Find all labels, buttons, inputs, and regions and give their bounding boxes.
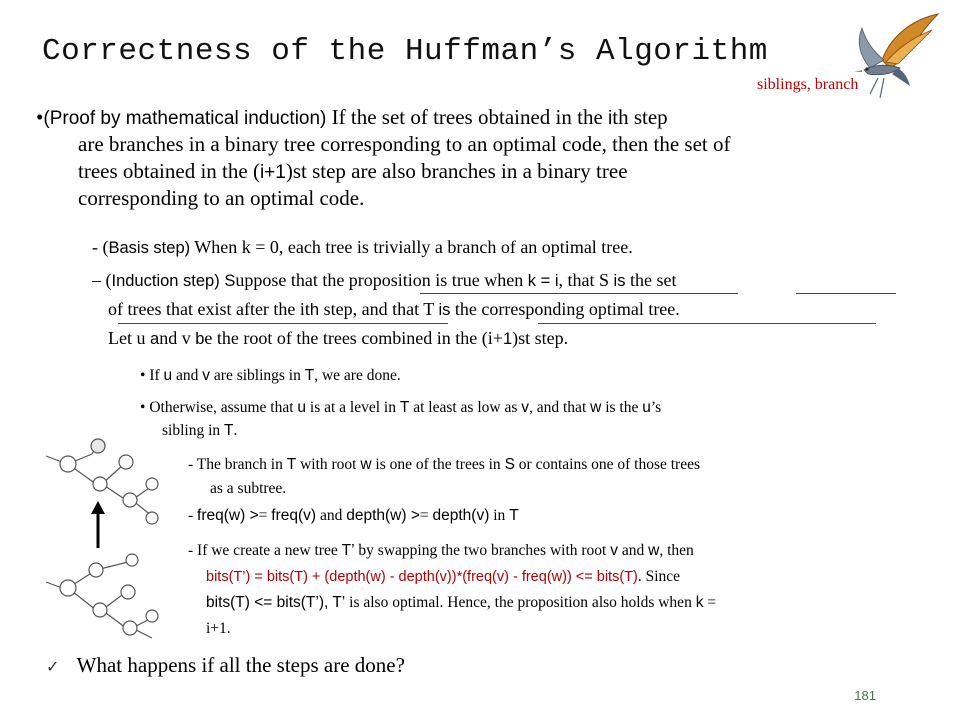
proof-method: Proof by mathematical induction) (49, 108, 327, 129)
subpoint-branch: - The branch in T with root w is one of the trees in S or contains one of those trees (188, 456, 700, 473)
bird-logo-icon (840, 8, 950, 108)
arrow-up-icon (88, 498, 108, 550)
underline-mark (538, 323, 876, 324)
induction-step-line3: Let u and v be the root of the trees combined in the (i+1)st step. (108, 328, 569, 348)
subpoint-swap-line3: bits(T) <= bits(T’), T’ is also optimal. Hence, the proposition also holds when k = (206, 594, 717, 611)
slide-title: Correctness of the Huffman’s Algorithm (42, 34, 768, 69)
case-siblings: • If u and v are siblings in T, we are done. (140, 367, 401, 384)
bullet-mark: • (36, 105, 44, 129)
subpoint-swap-line4: i+1. (206, 620, 231, 637)
main-bullet-line2: are branches in a binary tree corresponding to an optimal code, then the set of (78, 132, 731, 156)
case-otherwise-line2: sibling in T. (162, 422, 238, 439)
main-bullet: •(Proof by mathematical induction) If the set of trees obtained in the ith step (36, 105, 668, 129)
subpoint-swap: - If we create a new tree T’ by swapping the two branches with root v and w, then (188, 542, 694, 559)
basis-step: - (Basis step) When k = 0, each tree is trivially a branch of an optimal tree. (92, 237, 633, 257)
proof-prefix: ( (43, 108, 50, 129)
main-bullet-line3: trees obtained in the (i+1)st step are also branches in a binary tree (78, 159, 628, 183)
page-number: 181 (854, 688, 876, 703)
bits-formula: bits(T’) = bits(T) + (depth(w) - depth(v))*(freq(v) - freq(w)) <= bits(T) (206, 569, 638, 585)
subpoint-branch-line2: as a subtree. (210, 480, 287, 497)
underline-mark (118, 323, 448, 324)
induction-step: – (Induction step) Suppose that the proposition is true when k = i, that S is the set (92, 270, 677, 290)
closing-question: ✓ What happens if all the steps are done? (46, 653, 405, 677)
induction-step-line2: of trees that exist after the ith step, and that T is the corresponding optimal tree. (108, 299, 680, 319)
underline-mark (420, 293, 738, 294)
case-otherwise: • Otherwise, assume that u is at a level in T at least as low as v, and that w is the u’s (140, 399, 662, 416)
checkmark-icon: ✓ (46, 659, 60, 676)
subpoint-swap-line2: bits(T’) = bits(T) + (depth(w) - depth(v))*(freq(v) - freq(w)) <= bits(T). Since (206, 568, 681, 585)
tree-diagram-after (40, 548, 160, 644)
main-bullet-line4: corresponding to an optimal code. (78, 186, 365, 210)
subpoint-freq-depth: - freq(w) >= freq(v) and depth(w) >= depth(v) in T (188, 507, 519, 524)
underline-mark (796, 293, 896, 294)
slide-subtitle: siblings, branch (757, 76, 859, 93)
